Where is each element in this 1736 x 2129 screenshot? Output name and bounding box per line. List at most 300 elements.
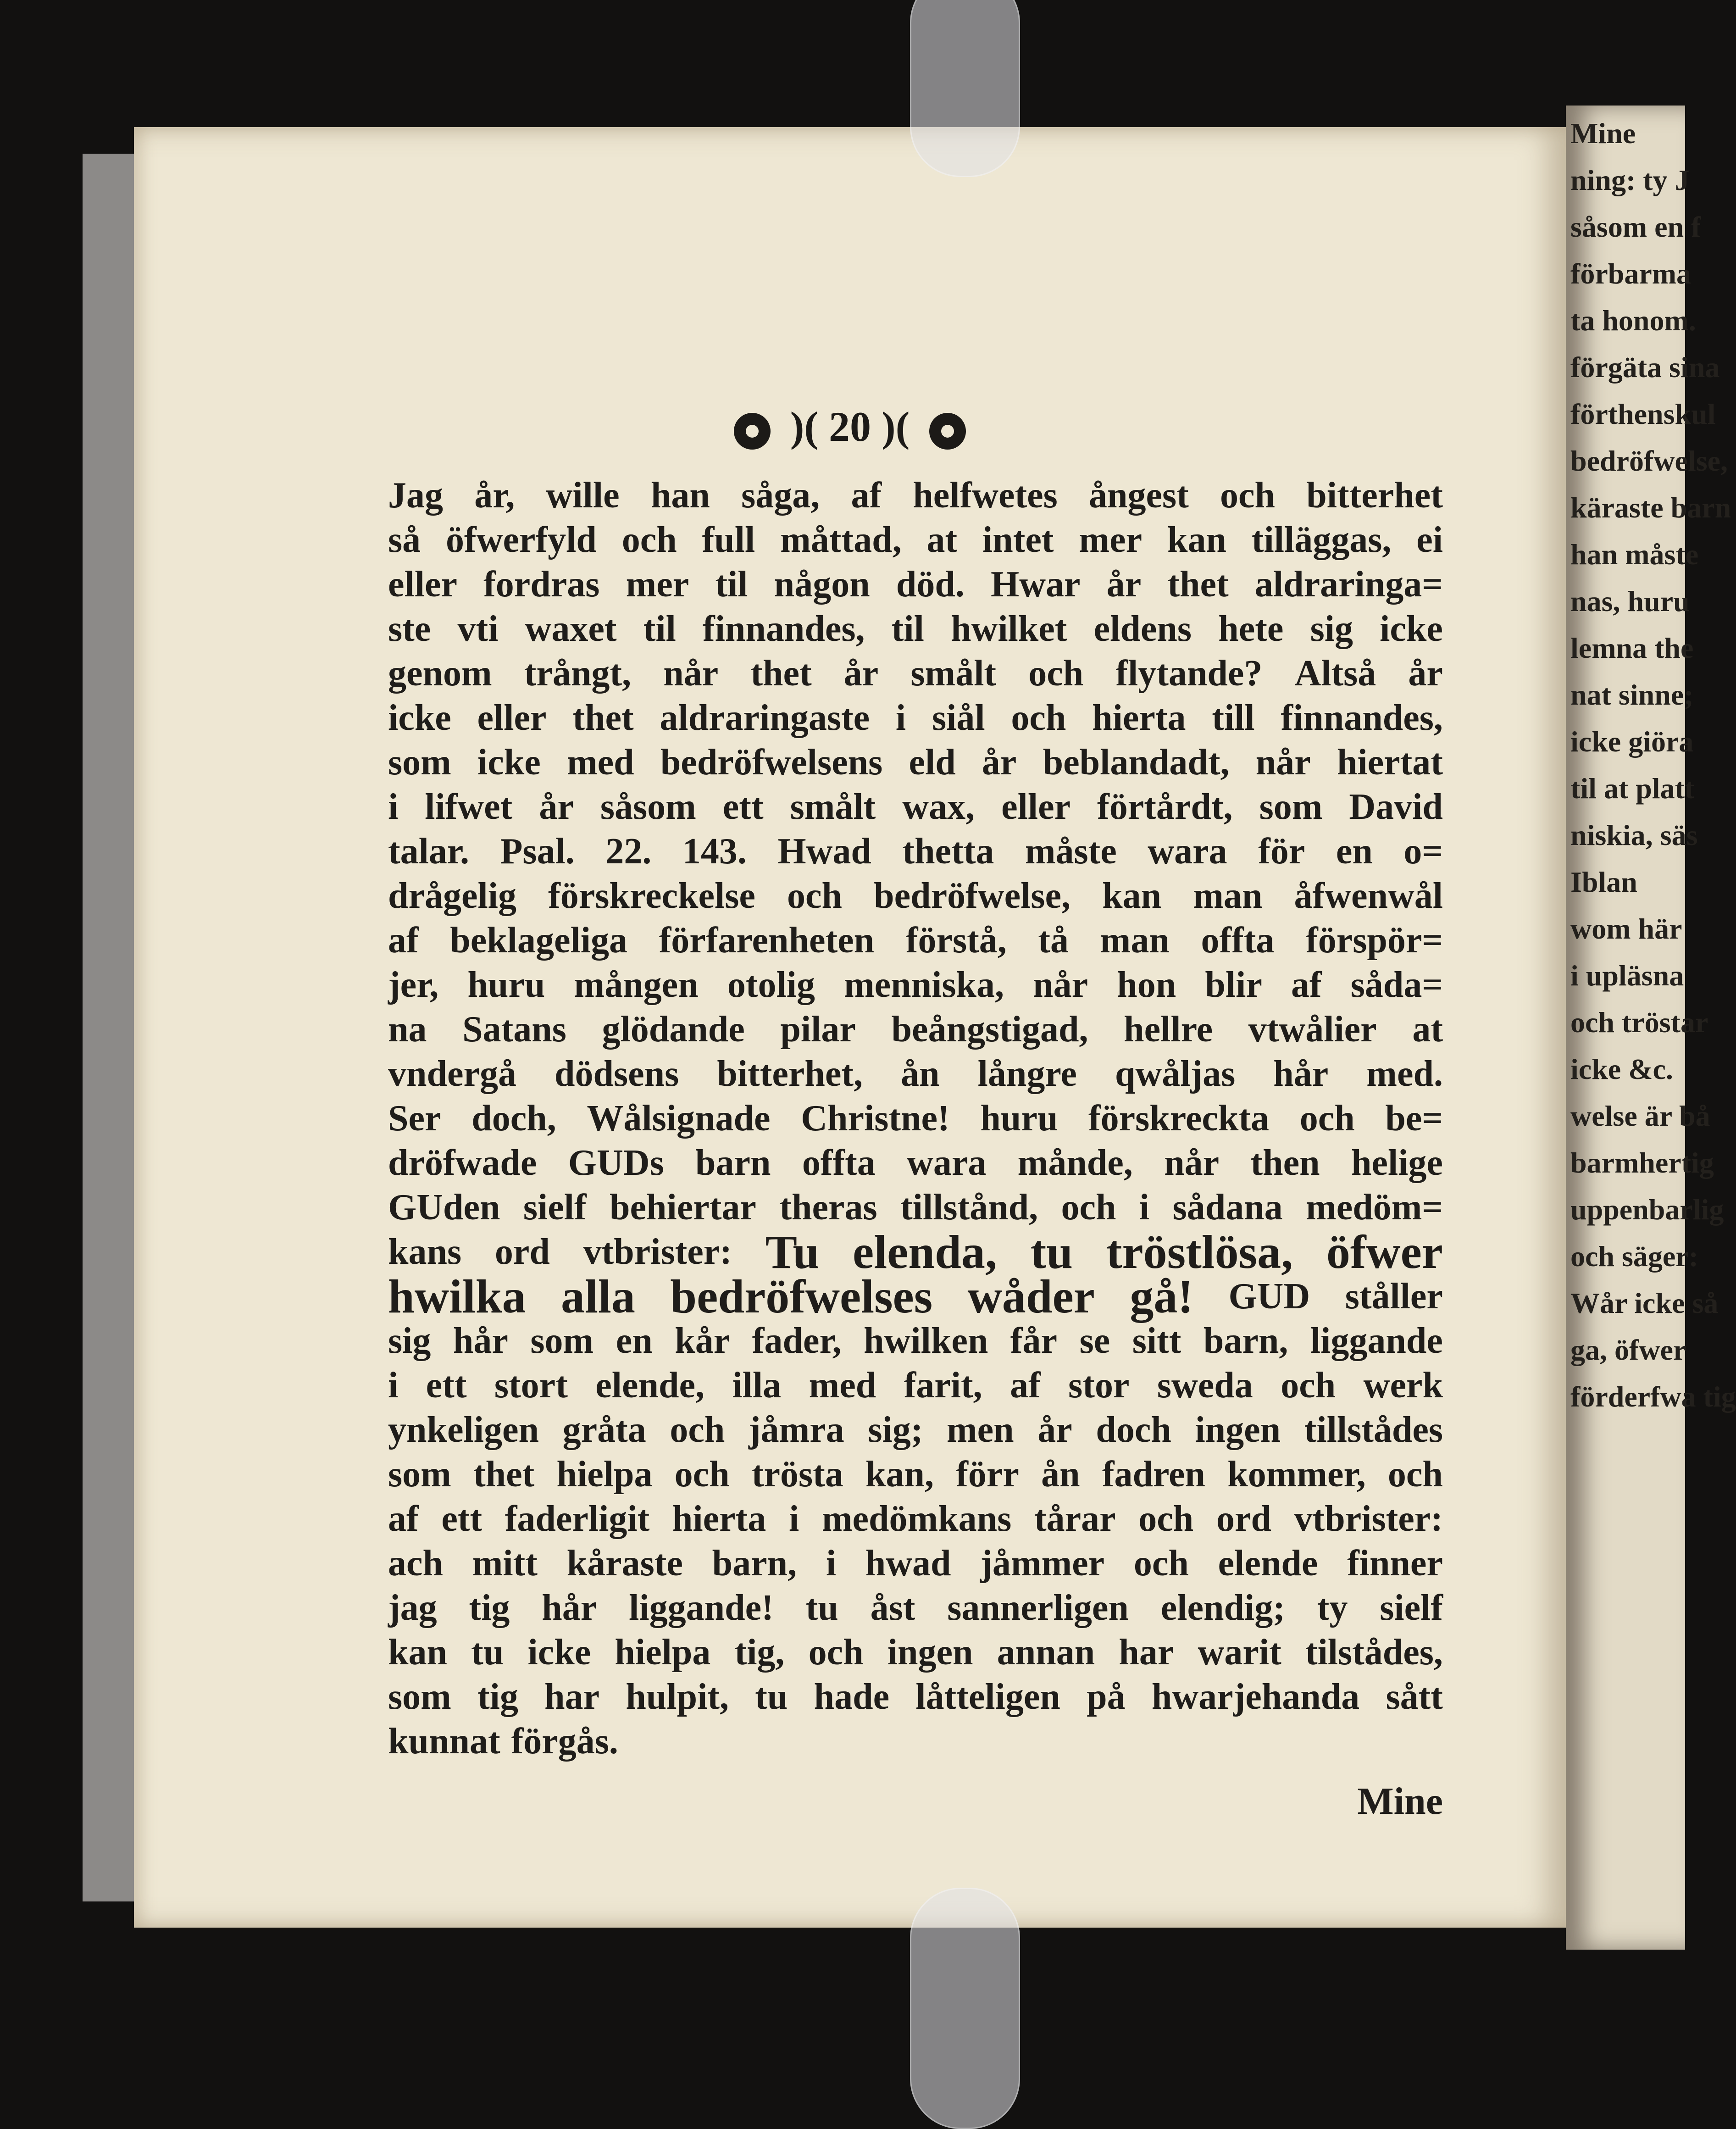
word: kans: [388, 1232, 462, 1272]
word: annan: [997, 1632, 1095, 1673]
word: och: [808, 1632, 864, 1673]
facing-page-line: niskia, säs: [1570, 819, 1698, 851]
word: eldens: [1093, 609, 1192, 649]
word: menniska,: [844, 965, 1004, 1005]
word: ynkeligen: [388, 1410, 539, 1450]
word: månde,: [1017, 1143, 1133, 1183]
word: stor: [1068, 1365, 1130, 1406]
word: hulpit,: [626, 1677, 729, 1717]
word: wara: [1148, 831, 1227, 872]
word: med: [809, 1365, 876, 1406]
text-line: [388, 785, 1443, 829]
word: år,: [474, 475, 515, 516]
word: jåmra: [748, 1410, 844, 1450]
page-clip-top: [910, 0, 1020, 177]
facing-page-line: nat sinne;: [1570, 678, 1694, 711]
word: fadren: [1102, 1454, 1206, 1495]
word: blir: [1205, 965, 1262, 1005]
word: beklageliga: [450, 920, 627, 961]
word: barn: [695, 1143, 771, 1183]
word: tu: [755, 1677, 788, 1717]
word: sådana: [1172, 1187, 1283, 1228]
word: vti: [457, 609, 499, 649]
facing-page-line: uppenbarlig: [1570, 1193, 1724, 1226]
word: såda=: [1350, 965, 1443, 1005]
word: öfwerfyld: [446, 520, 597, 560]
word: GUD: [1228, 1276, 1310, 1317]
word: doch: [1096, 1410, 1171, 1450]
word: som: [388, 742, 451, 783]
word: jåmmer: [980, 1543, 1105, 1584]
facing-page-line: bedröfwelse,: [1570, 445, 1728, 477]
word: elenda,: [853, 1226, 997, 1279]
word: huru: [467, 965, 545, 1005]
facing-page-line: icke giöra: [1570, 725, 1694, 758]
text-line: [388, 473, 1443, 518]
word: ett: [441, 1499, 483, 1539]
facing-page-line: i upläsna: [1570, 959, 1684, 992]
word: dödsens: [555, 1054, 679, 1094]
word: i: [388, 1365, 399, 1406]
word: thet: [1167, 564, 1229, 605]
word: farit,: [904, 1365, 982, 1406]
word: för: [1258, 831, 1305, 872]
word: hår: [453, 1321, 508, 1361]
word: tillstånd,: [900, 1187, 1038, 1228]
word: kår: [675, 1321, 730, 1361]
word: en: [616, 1321, 653, 1361]
word: na: [388, 1009, 427, 1050]
word: af: [851, 475, 882, 516]
text-line: [388, 696, 1443, 740]
facing-page-line: förbarma: [1570, 257, 1692, 290]
facing-page-line: ta honom.: [1570, 304, 1696, 337]
word: år: [1408, 653, 1443, 694]
word: pilar: [780, 1009, 856, 1050]
word: eller: [388, 564, 457, 605]
text-line: [388, 829, 1443, 874]
word: förskreckelse: [548, 876, 755, 916]
word: barn,: [712, 1543, 797, 1584]
word: qwåljas: [1115, 1054, 1236, 1094]
header-bracket-left: )(: [790, 403, 818, 450]
word: såsom: [600, 787, 696, 827]
facing-page-line: til at platt: [1570, 772, 1695, 805]
word: wax,: [902, 787, 975, 827]
word: beångstigad,: [891, 1009, 1088, 1050]
word: siål: [932, 698, 985, 738]
facing-page-line: och säger:: [1570, 1240, 1699, 1273]
word: mången: [574, 965, 699, 1005]
word: såga,: [741, 475, 820, 516]
header-bracket-right: )(: [882, 403, 910, 450]
word: full: [702, 520, 755, 560]
catchword: Mine: [1357, 1780, 1443, 1823]
word: jer,: [388, 965, 439, 1005]
word: hår: [1273, 1054, 1329, 1094]
word: och: [1061, 1187, 1116, 1228]
word: af: [388, 920, 419, 961]
word: vndergå: [388, 1054, 516, 1094]
word: och: [1138, 1499, 1194, 1539]
word: finner: [1347, 1543, 1443, 1584]
word: kan: [1102, 876, 1162, 916]
word: 22.: [605, 831, 652, 872]
text-line: [388, 1497, 1443, 1541]
word: förfarenheten: [659, 920, 875, 961]
word: sannerligen: [947, 1588, 1129, 1628]
word: werk: [1363, 1365, 1443, 1406]
word: tig: [469, 1588, 510, 1628]
word: i: [895, 698, 906, 738]
word: förr: [956, 1454, 1019, 1495]
word: med: [566, 742, 634, 783]
text-line: [388, 562, 1443, 607]
word: sielf: [523, 1187, 587, 1228]
word: sig: [1310, 609, 1353, 649]
word: til: [715, 564, 748, 605]
word: ingen: [1195, 1410, 1281, 1450]
word: ingen: [887, 1632, 973, 1673]
text-line: [388, 918, 1443, 963]
word: hiertat: [1337, 742, 1443, 783]
word: ach: [388, 1543, 443, 1584]
word: dröfwade: [388, 1143, 537, 1183]
word: hwilket: [951, 609, 1067, 649]
word: bedröfwelse,: [874, 876, 1070, 916]
word: och: [674, 1454, 730, 1495]
word: och: [1133, 1543, 1189, 1584]
word: otolig: [727, 965, 815, 1005]
word: fader,: [752, 1321, 842, 1361]
word: offta: [1201, 920, 1275, 961]
word: får: [1010, 1321, 1058, 1361]
word: och: [1299, 1098, 1355, 1139]
word: når: [1255, 742, 1311, 783]
word: år: [982, 742, 1017, 783]
facing-page-line: lemna the: [1570, 632, 1694, 664]
word: Satans: [462, 1009, 566, 1050]
word: glödande: [602, 1009, 745, 1050]
facing-page-line: käraste barn: [1570, 491, 1731, 524]
word: ån: [901, 1054, 940, 1094]
facing-page-line: Mine: [1570, 117, 1636, 150]
word: doch,: [471, 1098, 556, 1139]
word: ty: [1317, 1588, 1348, 1628]
word: hete: [1218, 609, 1284, 649]
rosette-icon: [734, 413, 771, 450]
word: mer: [1079, 520, 1143, 560]
word: behiertar: [610, 1187, 756, 1228]
word: eld: [909, 742, 956, 783]
word: warit: [1198, 1632, 1281, 1673]
facing-page-line: Wår icke så: [1570, 1287, 1719, 1319]
word: drågelig: [388, 876, 516, 916]
word: elende: [1218, 1543, 1318, 1584]
word: sweda: [1157, 1365, 1253, 1406]
facing-page-line: ga, öfwer: [1570, 1334, 1686, 1366]
word: wara: [907, 1143, 987, 1183]
word: alla: [561, 1270, 635, 1323]
word: och: [787, 876, 842, 916]
word: sått: [1386, 1677, 1443, 1717]
facing-page-line: och tröstar: [1570, 1006, 1708, 1039]
text-line: [388, 1270, 1443, 1323]
word: bitterhet,: [717, 1054, 863, 1094]
word: Jag: [388, 475, 443, 516]
word: helige: [1351, 1143, 1443, 1183]
word: år: [539, 787, 574, 827]
word: som: [388, 1677, 451, 1717]
word: vtbrister:: [1294, 1499, 1443, 1539]
word: bedröfwelses: [670, 1270, 933, 1323]
word: trösta: [751, 1454, 843, 1495]
word: eller: [477, 698, 547, 738]
word: tårar: [1034, 1499, 1116, 1539]
word: kan: [1167, 520, 1226, 560]
word: död.: [896, 564, 965, 605]
word: beblandadt,: [1043, 742, 1230, 783]
word: at: [926, 520, 958, 560]
word: hierta: [1092, 698, 1186, 738]
word: ord: [1216, 1499, 1271, 1539]
word: ord: [494, 1232, 550, 1272]
word: finnandes,: [703, 609, 865, 649]
word: når: [1033, 965, 1088, 1005]
text-line: [388, 1630, 1443, 1675]
word: eller: [1001, 787, 1071, 827]
word: hon: [1117, 965, 1176, 1005]
word: ett: [426, 1365, 467, 1406]
facing-page-line: Iblan: [1570, 866, 1637, 898]
word: och: [1011, 698, 1066, 738]
text-line: [388, 518, 1443, 562]
word: och: [1281, 1365, 1336, 1406]
word: at: [1412, 1009, 1443, 1050]
word: David: [1349, 787, 1443, 827]
word: med.: [1366, 1054, 1443, 1094]
page-number: 20: [829, 403, 871, 450]
word: når: [663, 653, 719, 694]
word: sielf: [1380, 1588, 1443, 1628]
word: år: [1106, 564, 1142, 605]
word: hwilken: [864, 1321, 988, 1361]
word: tu: [805, 1588, 838, 1628]
word: hwad: [865, 1543, 951, 1584]
word: elendig;: [1160, 1588, 1285, 1628]
facing-page-line: förderfwa tig: [1570, 1380, 1736, 1413]
word: som: [530, 1321, 594, 1361]
word: och: [1387, 1454, 1443, 1495]
word: och: [670, 1410, 725, 1450]
word: icke: [527, 1632, 591, 1673]
word: Christne!: [801, 1098, 950, 1139]
word: en: [1336, 831, 1373, 872]
word: till: [1212, 698, 1255, 738]
text-line: [388, 1185, 1443, 1230]
word: thetta: [902, 831, 994, 872]
word: Altså: [1294, 653, 1376, 694]
word: förskreckta: [1088, 1098, 1269, 1139]
book-page: [134, 127, 1566, 1928]
word: hellre: [1124, 1009, 1213, 1050]
word: aldraringa=: [1254, 564, 1443, 605]
word: faderligit: [505, 1499, 650, 1539]
word: men: [946, 1410, 1014, 1450]
word: förtårdt,: [1097, 787, 1233, 827]
word: som: [1259, 787, 1323, 827]
word: når: [1164, 1143, 1220, 1183]
word: gråta: [562, 1410, 646, 1450]
word: tig,: [734, 1632, 785, 1673]
text-line: [388, 1319, 1443, 1363]
word: icke: [477, 742, 541, 783]
word: tå: [1038, 920, 1069, 961]
facing-page-line: welse är bå: [1570, 1100, 1710, 1132]
word: flytande?: [1115, 653, 1263, 694]
word: wille: [546, 475, 620, 516]
word: icke: [1380, 609, 1443, 649]
word: hår: [542, 1588, 597, 1628]
rosette-icon: [929, 413, 966, 450]
word: ei: [1416, 520, 1443, 560]
word: sig: [388, 1321, 431, 1361]
word: Tu: [765, 1226, 820, 1279]
word: år: [843, 653, 879, 694]
word: kåraste: [566, 1543, 683, 1584]
facing-page-line: wom här: [1570, 912, 1682, 945]
word: genom: [388, 653, 492, 694]
text-line: [388, 963, 1443, 1007]
word: af: [388, 1499, 419, 1539]
word: tillstådes: [1304, 1410, 1443, 1450]
word: thet: [572, 698, 634, 738]
facing-page-line: ning: ty J: [1570, 164, 1690, 196]
word: Hwar: [991, 564, 1081, 605]
text-line: [388, 1141, 1443, 1185]
word: och: [1028, 653, 1084, 694]
facing-page-line: han måste: [1570, 538, 1699, 571]
word: vtbrister:: [583, 1232, 732, 1272]
word: bitterhet: [1306, 475, 1443, 516]
text-line: [388, 1675, 1443, 1719]
word: förspör=: [1306, 920, 1443, 961]
word: på: [1087, 1677, 1126, 1717]
word: af: [1010, 1365, 1041, 1406]
word: be=: [1385, 1098, 1443, 1139]
word: icke: [388, 698, 451, 738]
word: smålt: [790, 787, 876, 827]
text-line: [388, 1408, 1443, 1452]
word: gå!: [1130, 1270, 1193, 1323]
word: åst: [870, 1588, 915, 1628]
text-line: [388, 1226, 1443, 1279]
word: wåder: [967, 1270, 1095, 1323]
word: Psal.: [500, 831, 575, 872]
word: låtteligen: [915, 1677, 1060, 1717]
word: barn,: [1203, 1321, 1288, 1361]
word: smålt: [910, 653, 997, 694]
page-body-text: [388, 473, 1443, 1764]
word: tig: [477, 1677, 518, 1717]
word: waxet: [525, 609, 617, 649]
word: o=: [1403, 831, 1443, 872]
word: har: [1119, 1632, 1174, 1673]
word: medöm=: [1306, 1187, 1443, 1228]
word: jag: [388, 1588, 437, 1628]
word: ste: [388, 609, 431, 649]
word: tilstådes,: [1305, 1632, 1443, 1673]
word: elende,: [595, 1365, 704, 1406]
text-line: [388, 874, 1443, 918]
word: talar.: [388, 831, 470, 872]
page-clip-bottom: [910, 1888, 1020, 2129]
word: måttad,: [780, 520, 902, 560]
word: han: [650, 475, 710, 516]
word: af: [1291, 965, 1322, 1005]
facing-page-line: nas, huru: [1570, 585, 1690, 617]
text-line: [388, 1452, 1443, 1497]
word: offta: [802, 1143, 876, 1183]
word: hielpa: [615, 1632, 711, 1673]
word: bedröfwelsens: [660, 742, 883, 783]
word: i: [1139, 1187, 1150, 1228]
word: thet: [473, 1454, 535, 1495]
word: lifwet: [425, 787, 513, 827]
word: Wålsignade: [587, 1098, 771, 1139]
word: kan: [388, 1632, 447, 1673]
text-line: [388, 651, 1443, 696]
word: Ser: [388, 1098, 441, 1139]
word: intet: [982, 520, 1054, 560]
word: helfwetes: [913, 475, 1058, 516]
word: hierta: [672, 1499, 766, 1539]
word: medömkans: [821, 1499, 1012, 1539]
word: vtwålier: [1248, 1009, 1377, 1050]
word: som: [388, 1454, 451, 1495]
word: ståller: [1345, 1276, 1443, 1317]
word: 143.: [682, 831, 747, 872]
word: man: [1193, 876, 1263, 916]
text-line: [388, 1096, 1443, 1141]
word: åfwenwål: [1294, 876, 1443, 916]
page-header: [134, 402, 1566, 451]
word: GUDs: [568, 1143, 664, 1183]
word: har: [544, 1677, 600, 1717]
text-line: [388, 1541, 1443, 1586]
text-line: [388, 1719, 1443, 1764]
word: hielpa: [556, 1454, 653, 1495]
word: huru: [980, 1098, 1058, 1139]
word: tröstlösa,: [1106, 1226, 1293, 1279]
word: i: [388, 787, 399, 827]
word: theras: [779, 1187, 877, 1228]
word: kommer,: [1227, 1454, 1366, 1495]
word: hade: [814, 1677, 890, 1717]
word: stort: [494, 1365, 568, 1406]
word: liggande: [1310, 1321, 1443, 1361]
facing-page-line: icke &c.: [1570, 1053, 1673, 1085]
facing-page-line: förgäta sina: [1570, 351, 1720, 384]
word: til: [891, 609, 924, 649]
word: så: [388, 520, 421, 560]
word: mitt: [472, 1543, 538, 1584]
word: fordras: [483, 564, 600, 605]
word: tilläggas,: [1251, 520, 1392, 560]
text-line: [388, 607, 1443, 651]
word: thet: [750, 653, 812, 694]
facing-page-line: förthenskul: [1570, 398, 1716, 430]
